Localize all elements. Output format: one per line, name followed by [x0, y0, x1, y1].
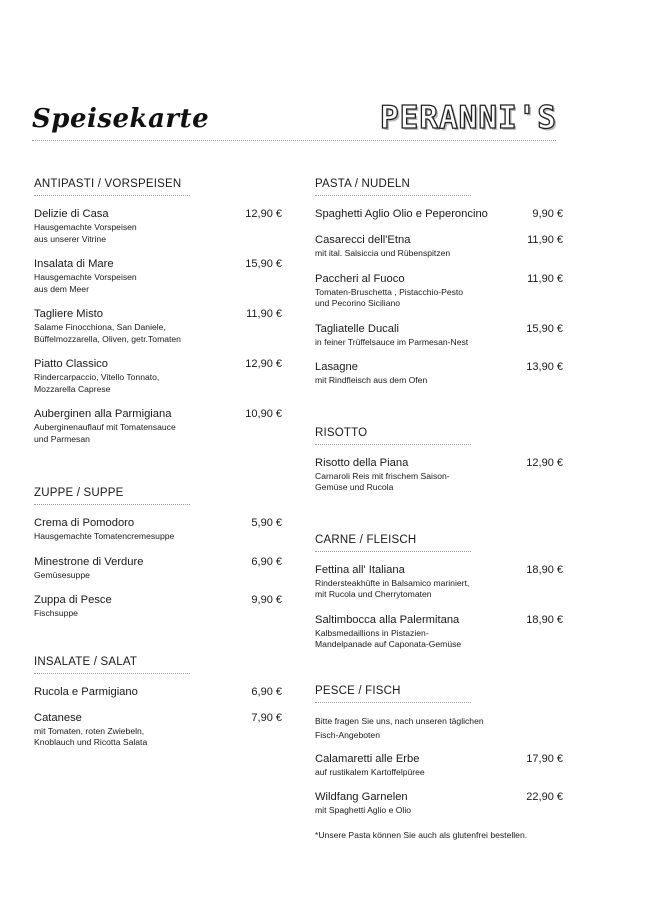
section-title: PESCE / FISCH — [315, 685, 471, 703]
menu-section — [315, 685, 563, 817]
menu-item — [34, 555, 282, 582]
dish-price: 22,90 € — [526, 791, 563, 803]
dish-name: Wildfang Garnelen — [315, 791, 408, 803]
dish-price: 15,90 € — [245, 258, 282, 270]
dish-price: 5,90 € — [251, 517, 282, 529]
dish-price: 18,90 € — [526, 563, 563, 576]
dish-price: 15,90 € — [526, 322, 563, 335]
menu-item — [315, 233, 563, 260]
menu-item — [315, 790, 563, 817]
menu-section — [315, 534, 563, 651]
dish-name: Delizie di Casa — [34, 208, 109, 220]
header-divider — [32, 140, 556, 141]
menu-item — [34, 257, 282, 295]
menu-section — [315, 427, 563, 494]
dish-name: Auberginen alla Parmigiana — [34, 408, 172, 420]
menu-section — [34, 178, 282, 445]
menu-item — [315, 360, 563, 387]
dish-name: Minestrone di Verdure — [34, 555, 144, 568]
menu-item — [34, 593, 282, 620]
dish-name: Lasagne — [315, 361, 358, 373]
menu-item — [315, 752, 563, 779]
dish-price: 13,90 € — [526, 361, 563, 373]
section-note: Bitte fragen Sie uns, nach unseren täglichen Fisch-Angeboten — [315, 715, 484, 740]
dish-name: Zuppa di Pesce — [34, 594, 112, 606]
menu-item — [315, 272, 563, 310]
dish-description: Rindersteakhüfte in Balsamico mariniert, mit Rucola und Cherrytomaten — [315, 577, 470, 599]
menu-item — [34, 711, 282, 749]
menu-item — [315, 613, 563, 651]
menu-item — [315, 456, 563, 494]
dish-name: Piatto Classico — [34, 358, 108, 370]
menu-item — [315, 207, 563, 221]
restaurant-logo: PERANNI'S — [380, 100, 557, 136]
menu-section — [34, 656, 282, 749]
section-title: PASTA / NUDELN — [315, 178, 471, 196]
section-title: RISOTTO — [315, 427, 471, 445]
dish-price: 11,90 € — [527, 272, 563, 285]
gluten-free-footnote: *Unsere Pasta können Sie auch als glutenfrei bestellen. — [315, 829, 528, 840]
dish-description: Tomaten-Bruschetta , Pistacchio-Pesto und Pecorino Siciliano — [315, 286, 464, 308]
dish-price: 12,90 € — [526, 456, 563, 469]
section-title: CARNE / FLEISCH — [315, 534, 471, 552]
dish-price: 9,90 € — [532, 208, 563, 220]
dish-description: mit Rindfleisch aus dem Ofen — [315, 375, 428, 385]
menu-item — [34, 357, 282, 395]
dish-description: Hausgemachte Tomatencremesuppe — [34, 531, 175, 541]
menu-section — [315, 178, 563, 387]
dish-description: mit ital. Salsiccia und Rübenspitzen — [315, 248, 451, 258]
dish-price: 7,90 € — [251, 711, 282, 724]
dish-description: mit Tomaten, roten Zwiebeln, Knoblauch und Ricotta Salata — [34, 725, 148, 747]
dish-name: Saltimbocca alla Palermitana — [315, 613, 460, 626]
section-title: INSALATE / SALAT — [34, 656, 190, 674]
dish-name: Calamaretti alle Erbe — [315, 752, 420, 765]
dish-description: Salame Finocchiona, San Daniele, Büffelmozzarella, Oliven, getr.Tomaten — [34, 322, 181, 344]
dish-name: Tagliere Misto — [34, 308, 104, 320]
dish-price: 18,90 € — [526, 613, 563, 626]
menu-item — [34, 307, 282, 345]
dish-name: Insalata di Mare — [34, 258, 114, 270]
dish-name: Spaghetti Aglio Olio e Peperoncino — [315, 208, 488, 220]
dish-name: Crema di Pomodoro — [34, 517, 135, 529]
left-column — [34, 178, 282, 761]
dish-description: Gemüsesuppe — [34, 569, 90, 580]
dish-price: 17,90 € — [526, 752, 563, 765]
dish-name: Rucola e Parmigiano — [34, 685, 138, 698]
dish-name: Paccheri al Fuoco — [315, 272, 405, 285]
dish-name: Catanese — [34, 711, 82, 724]
menu-item — [315, 322, 563, 349]
dish-description: Fischsuppe — [34, 608, 78, 618]
menu-title: Speisekarte — [32, 104, 210, 134]
dish-description: auf rustikalem Kartoffelpüree — [315, 766, 425, 777]
dish-name: Casarecci dell'Etna — [315, 234, 411, 246]
dish-price: 12,90 € — [245, 358, 282, 370]
dish-description: mit Spaghetti Aglio e Olio — [315, 805, 412, 815]
menu-section — [34, 487, 282, 620]
dish-price: 12,90 € — [245, 208, 282, 220]
menu-item — [315, 563, 563, 601]
dish-price: 11,90 € — [527, 234, 563, 246]
section-title: ZUPPE / SUPPE — [34, 487, 190, 505]
menu-item — [34, 685, 282, 699]
dish-description: Hausgemachte Vorspeisen aus unserer Vitrine — [34, 222, 137, 244]
dish-price: 10,90 € — [245, 408, 282, 420]
menu-item — [34, 407, 282, 445]
menu-item — [34, 207, 282, 245]
dish-price: 9,90 € — [251, 594, 282, 606]
dish-name: Tagliatelle Ducali — [315, 322, 399, 335]
dish-description: Hausgemachte Vorspeisen aus dem Meer — [34, 272, 137, 294]
dish-name: Fettina all' Italiana — [315, 563, 405, 576]
right-column — [315, 178, 563, 841]
dish-description: Kalbsmedaillions in Pistazien- Mandelpanade auf Caponata-Gemüse — [315, 627, 462, 649]
dish-description: Carnaroli Reis mit frischem Saison- Gemüse und Rucola — [315, 470, 450, 492]
dish-description: Auberginenauflauf mit Tomatensauce und Parmesan — [34, 422, 176, 444]
menu-item — [34, 516, 282, 543]
dish-description: Rindercarpaccio, Vitello Tonnato, Mozzarella Caprese — [34, 372, 160, 394]
dish-price: 6,90 € — [251, 555, 282, 568]
dish-description: in feiner Trüffelsauce im Parmesan-Nest — [315, 336, 469, 347]
dish-price: 11,90 € — [246, 308, 282, 320]
dish-price: 6,90 € — [251, 685, 282, 698]
section-title: ANTIPASTI / VORSPEISEN — [34, 178, 190, 196]
dish-name: Risotto della Piana — [315, 456, 409, 469]
